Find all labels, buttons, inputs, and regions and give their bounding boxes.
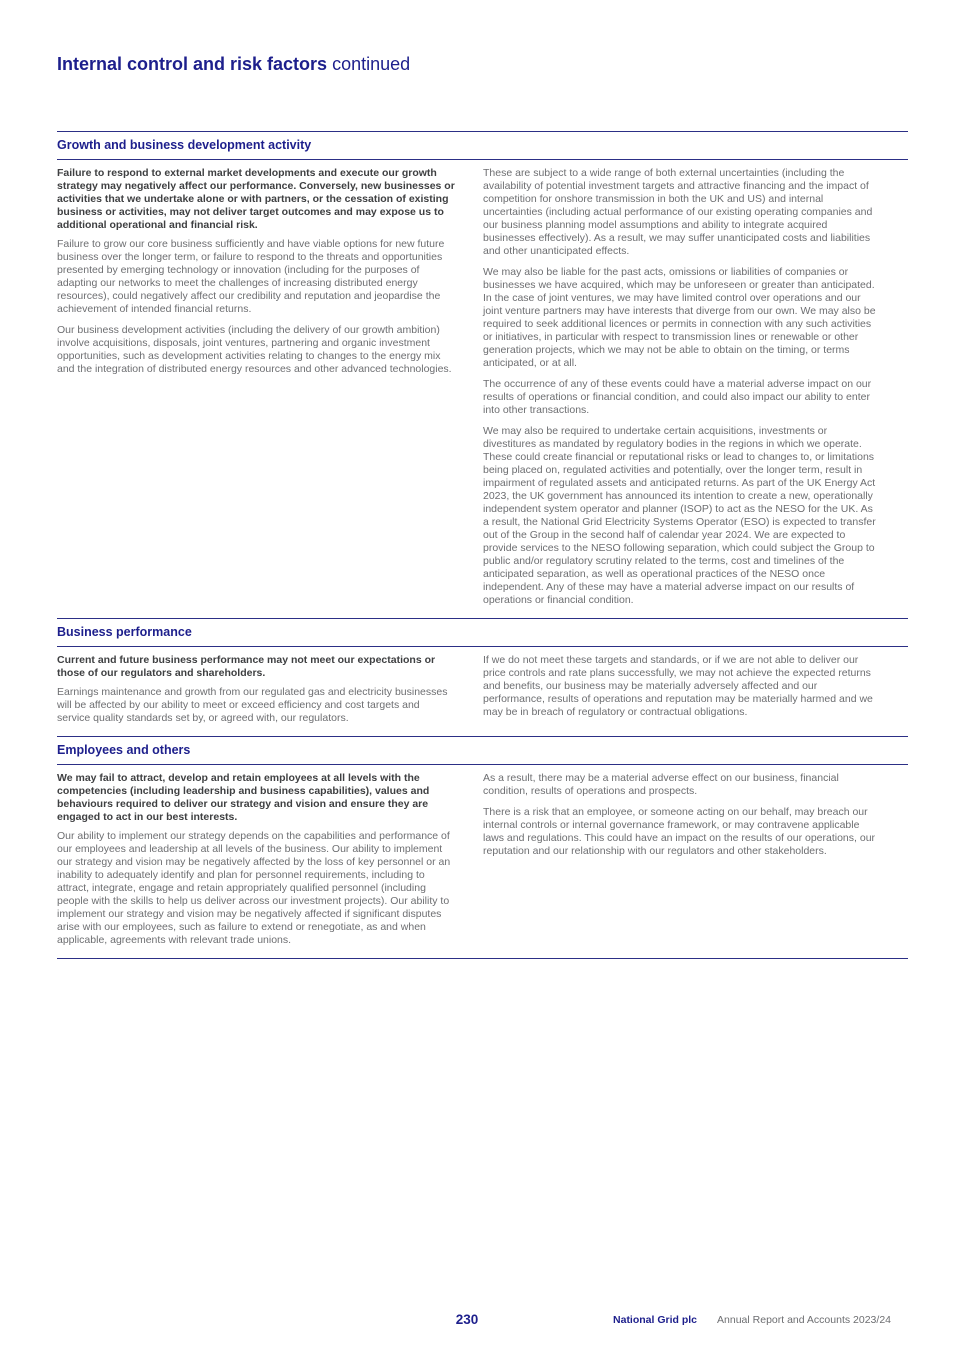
section-employees-and-others — [57, 736, 908, 959]
section-heading: Growth and business development activity — [57, 138, 312, 152]
risk-lead-paragraph: Failure to respond to external market developments and execute our growth strategy may negatively affect our performance. Conversely, new businesses or activities that we undertake alone or with partners, or the cessation of existing business or activities, may not deliver target outcomes and may expose us to additional operational and financial risk. — [57, 167, 455, 231]
body-paragraph: Failure to grow our core business sufficiently and have viable options for new future business over the longer term, or failure to respond to the threats and opportunities presented by emerging technology or innovation (including for the purposes of adapting our networks to meet the challenges of increasing distributed energy resources), could negatively affect our credibility and reputation and jeopardise the achievement of intended financial returns. — [57, 238, 445, 315]
risk-sections — [57, 131, 908, 959]
right-column — [483, 167, 881, 607]
left-column — [57, 167, 455, 607]
section-heading: Employees and others — [57, 743, 191, 757]
section-heading-row — [57, 737, 908, 765]
page-title — [57, 0, 908, 75]
page-title-bold: Internal control and risk factors — [57, 54, 328, 74]
section-heading-row — [57, 619, 908, 647]
body-paragraph: There is a risk that an employee, or someone acting on our behalf, may breach our internal controls or internal governance framework, or may contravene applicable laws and regulations. This could have an impact on the results of our operations, our reputation and our relationship with our regulators and other stakeholders. — [483, 806, 876, 857]
body-paragraph: As a result, there may be a material adverse effect on our business, financial condition, results of operations and prospects. — [483, 772, 839, 797]
report-title: Annual Report and Accounts 2023/24 — [717, 1314, 891, 1326]
body-paragraph: Earnings maintenance and growth from our regulated gas and electricity businesses will be affected by our ability to meet or exceed efficiency and cost targets and service quality standards set by, or agreed with, our regulators. — [57, 686, 448, 724]
right-column — [483, 654, 881, 725]
body-paragraph: These are subject to a wide range of both external uncertainties (including the availability of potential investment targets and attractive financing and the impact of competition for onshore transmission in both the UK and US) and internal uncertainties (including actual performance of our existing operating companies and our business planning model assumptions and ability to integrate acquired businesses effectively). As a result, we may suffer unanticipated costs and liabilities and other unanticipated effects. — [483, 167, 873, 257]
page-title-continued: continued — [332, 54, 411, 74]
right-column — [483, 772, 881, 947]
section-columns — [57, 160, 908, 618]
section-heading: Business performance — [57, 625, 192, 639]
risk-lead-paragraph: We may fail to attract, develop and retain employees at all levels with the competencies (including leadership and business capabilities), values and behaviours required to deliver our strategy and vision and ensure they are engaged to act in our best interests. — [57, 772, 430, 823]
left-column — [57, 772, 455, 947]
body-paragraph: Our business development activities (including the delivery of our growth ambition) involve acquisitions, disposals, joint ventures, partnering and organic investment opportunities, such as development activities relating to changes to the energy mix and the integration of distributed energy resources and other advanced technologies. — [57, 324, 452, 375]
page-number: 230 — [455, 1312, 479, 1327]
section-columns — [57, 647, 908, 736]
section-heading-row — [57, 132, 908, 160]
company-name: National Grid plc — [613, 1314, 698, 1326]
body-paragraph: The occurrence of any of these events could have a material adverse impact on our results of operations or financial condition, and could also impact our ability to enter into other transactions. — [483, 378, 872, 416]
section-columns — [57, 765, 908, 958]
page-content — [57, 0, 908, 959]
body-paragraph: We may also be liable for the past acts, omissions or liabilities of companies or businesses we have acquired, which may be unforeseen or greater than anticipated. In the case of joint ventures, we may have limited control over operations and our joint venture partners may have interests that diverge from our own. We may also be required to seek additional licences or permits in connection with any such activities or initiatives, in particular with respect to transmission lines or renewable or other generation projects, which we may not be able to obtain on the timing, or terms anticipated, or at all. — [483, 266, 876, 369]
footer-right-group — [613, 1314, 891, 1326]
left-column — [57, 654, 455, 725]
body-paragraph: If we do not meet these targets and standards, or if we are not able to deliver our price controls and rate plans successfully, we may not achieve the expected returns and benefits, our business may be materially adversely affected and our performance, results of operations and reputation may be materially harmed and we may be in breach of regulatory or contractual obligations. — [483, 654, 873, 718]
body-paragraph: We may also be required to undertake certain acquisitions, investments or divestitures as mandated by regulatory bodies in the regions in which we operate. These could create financial or reputational risks or lead to changes to, or limitations being placed on, regulated activities and potentially, over the longer term, result in impairment of regulated assets and anticipated returns. As part of the UK Energy Act 2023, the UK government has announced its intention to create a new, operationally independent system operator and planner (ISOP) to act as the NESO for the UK. As a result, the National Grid Electricity Systems Operator (ESO) is expected to transfer out of the Group in the second half of calendar year 2024. We are expected to provide services to the NESO following separation, which could subject the Group to public and/or regulatory scrutiny related to the terms, cost and timelines of the anticipated separation, as well as operational practices of the NESO once independent. Any of these may have a material adverse impact on our results of operations or financial condition. — [483, 425, 876, 606]
body-paragraph: Our ability to implement our strategy depends on the capabilities and performance of our employees and leadership at all levels of the business. Our ability to implement our strategy and vision may be negatively affected by the loss of key personnel or an inability to adequately identify and plan for personnel requirements, including to attract, integrate, engage and retain appropriately qualified personnel (including people with the skills to help us deliver across our investment projects). Our ability to implement our strategy and vision may be negatively affected if significant disputes arise with our employees, such as failure to extend or renegotiate, as and when applicable, agreements with relevant trade unions. — [57, 830, 451, 946]
section-growth-and-business-development — [57, 131, 908, 618]
page-footer — [57, 1312, 908, 1332]
risk-lead-paragraph: Current and future business performance may not meet our expectations or those of our regulators and shareholders. — [57, 654, 436, 679]
section-business-performance — [57, 618, 908, 736]
